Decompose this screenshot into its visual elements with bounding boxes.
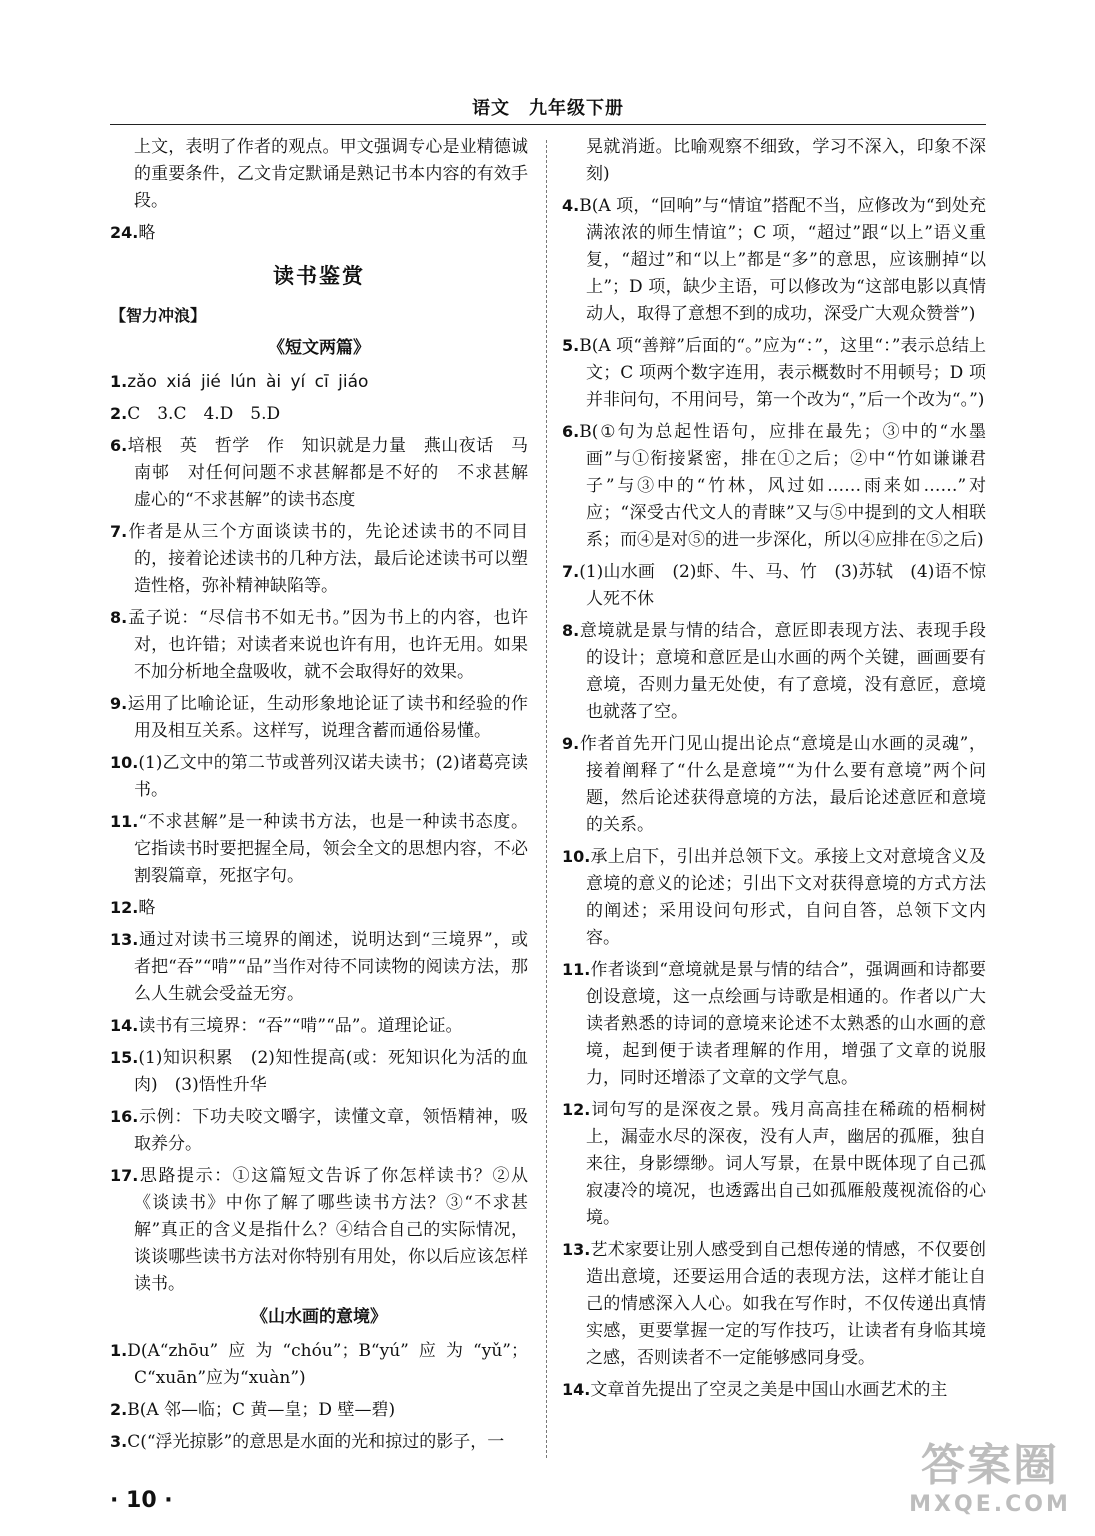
answer-item: 2.B(A 邻—临；C 黄—皇；D 壁—碧) — [110, 1400, 396, 1420]
page-header-title: 语文 九年级下册 — [472, 98, 624, 119]
answer-item: 9.作者首先开门见山提出论点“意境是山水画的灵魂”，接着阐释了“什么是意境”“为什么要有意境”两个问题，然后论述获得意境的方法，最后论述意匠和意境的关系。 — [562, 734, 986, 835]
answer-item: 2.C 3.C 4.D 5.D — [110, 404, 281, 424]
answer-item: 1.zǎo xiá jié lún ài yí cī jiáo — [110, 372, 369, 392]
answer-item: 16.示例：下功夫咬文嚼字，读懂文章，领悟精神，吸取养分。 — [110, 1107, 528, 1154]
answer-item: 1.D(A“zhōu”应为“chóu”；B“yú”应为“yǔ”；C“xuān”应为“xuàn”) — [110, 1341, 528, 1388]
answer-item: 13.通过对读书三境界的阐述，说明达到“三境界”，或者把“吞”“啃”“品”当作对待不同读物的阅读方法，那么人生就会受益无穷。 — [110, 930, 528, 1004]
answer-item: 3.C(“浮光掠影”的意思是水面的光和掠过的影子，一 — [110, 1432, 505, 1452]
answer-item: 7.作者是从三个方面谈读书的，先论述读书的不同目的，接着论述读书的几种方法，最后论述读书可以塑造性格，弥补精神缺陷等。 — [110, 522, 528, 596]
answer-item: 4.B(A 项，“回响”与“情谊”搭配不当，应修改为“到处充满浓浓的师生情谊”；C 项，“超过”跟“以上”语义重复，“超过”和“以上”都是“多”的意思，应该删掉“以上”；D 项，缺少主语，可以修改为“这部电影以真情动人，取得了意想不到的成功，深受广大观众赞誉”) — [562, 196, 986, 324]
answer-item: 6.B(①句为总起性语句，应排在最先；③中的“水墨画”与①衔接紧密，排在①之后；②中“竹如谦谦君子”与③中的“竹林，风过如……雨来如……”对应；“深受古代文人的青睐”又与⑤中提到的文人相联系；而④是对⑤的进一步深化，所以④应排在⑤之后) — [562, 422, 986, 550]
header-rule — [110, 124, 986, 125]
answer-continuation: 晃就消逝。比喻观察不细致，学习不深入，印象不深刻) — [586, 137, 986, 184]
answer-item: 14.文章首先提出了空灵之美是中国山水画艺术的主 — [562, 1380, 948, 1400]
answer-item: 11.作者谈到“意境就是景与情的结合”，强调画和诗都要创设意境，这一点绘画与诗歌是相通的。作者以广大读者熟悉的诗词的意境来论述不太熟悉的山水画的意境，起到便于读者理解的作用，增强了文章的说服力，同时还增添了文章的文学气息。 — [562, 960, 986, 1088]
right-column — [562, 134, 986, 1408]
answer-item: 15.(1)知识积累 (2)知性提高(或：死知识化为活的血肉) (3)悟性升华 — [110, 1048, 528, 1095]
answer-item: 7.(1)山水画 (2)虾、牛、马、竹 (3)苏轼 (4)语不惊人死不休 — [562, 562, 986, 609]
watermark-logo-top: 答案圈 — [921, 1440, 1059, 1491]
watermark-logo — [895, 1440, 1085, 1530]
answer-item: 9.运用了比喻论证，生动形象地论证了读书和经验的作用及相互关系。这样写，说理含蓄而通俗易懂。 — [110, 694, 528, 741]
answer-item: 10.(1)乙文中的第二节或普列汉诺夫读书；(2)诸葛亮读书。 — [110, 753, 528, 800]
answer-item: 17.思路提示：①这篇短文告诉了你怎样读书？②从《谈读书》中你了解了哪些读书方法？③“不求甚解”真正的含义是指什么？④结合自己的实际情况，谈谈哪些读书方法对你特别有用处，你以后应该怎样读书。 — [110, 1166, 528, 1294]
answer-item: 10.承上启下，引出并总领下文。承接上文对意境含义及意境的意义的论述；引出下文对获得意境的方式方法的阐述；采用设问句形式，自问自答，总领下文内容。 — [562, 847, 986, 948]
page-number: · 10 · — [110, 1488, 173, 1513]
answer-continuation: 上文，表明了作者的观点。甲文强调专心是业精德诚的重要条件，乙文肯定默诵是熟记书本内容的有效手段。 — [134, 137, 528, 211]
section-title: 读书鉴赏 — [273, 264, 365, 288]
column-divider — [546, 140, 547, 1458]
answer-item: 13.艺术家要让别人感受到自己想传递的情感，不仅要创造出意境，还要运用合适的表现方法，这样才能让自己的情感深入人心。如我在写作时，不仅传递出真情实感，更要掌握一定的写作技巧，让读者有身临其境之感，否则读者不一定能够感同身受。 — [562, 1240, 986, 1368]
bracket-title: 【智力冲浪】 — [110, 306, 207, 325]
answer-item: 11.“不求甚解”是一种读书方法，也是一种读书态度。它指读书时要把握全局，领会全文的思想内容，不必割裂篇章，死抠字句。 — [110, 812, 528, 886]
sub-title-shanshuihua: 《山水画的意境》 — [251, 1307, 387, 1327]
sub-title-duanwen: 《短文两篇》 — [268, 338, 370, 358]
answer-item: 5.B(A 项“善辩”后面的“。”应为“：”，这里“：”表示总结上文；C 项两个数字连用，表示概数时不用顿号；D 项并非问句，不用问号，第一个改为“，”后一个改为“。”) — [562, 336, 986, 410]
watermark-logo-bottom: MXQE.COM — [909, 1492, 1071, 1517]
answer-item: 12.略 — [110, 898, 156, 918]
answer-item: 6.培根 英 哲学 作 知识就是力量 燕山夜话 马南邨 对任何问题不求甚解都是不好的 不求甚解 虚心的“不求甚解”的读书态度 — [110, 436, 545, 510]
answer-item: 24.略 — [110, 223, 156, 243]
left-column — [110, 134, 545, 1460]
answer-item: 12.词句写的是深夜之景。残月高高挂在稀疏的梧桐树上，漏壶水尽的深夜，没有人声，幽居的孤雁，独自来往，身影缥缈。词人写景，在景中既体现了自己孤寂凄冷的境况，也透露出自己如孤雁般蔑视流俗的心境。 — [562, 1100, 986, 1228]
answer-item: 8.意境就是景与情的结合，意匠即表现方法、表现手段的设计；意境和意匠是山水画的两个关键，画画要有意境，否则力量无处使，有了意境，没有意匠，意境也就落了空。 — [562, 621, 986, 722]
answer-item: 8.孟子说：“尽信书不如无书。”因为书上的内容，也许对，也许错；对读者来说也许有用，也许无用。如果不加分析地全盘吸收，就不会取得好的效果。 — [110, 608, 528, 682]
answer-item: 14.读书有三境界：“吞”“啃”“品”。道理论证。 — [110, 1016, 463, 1036]
